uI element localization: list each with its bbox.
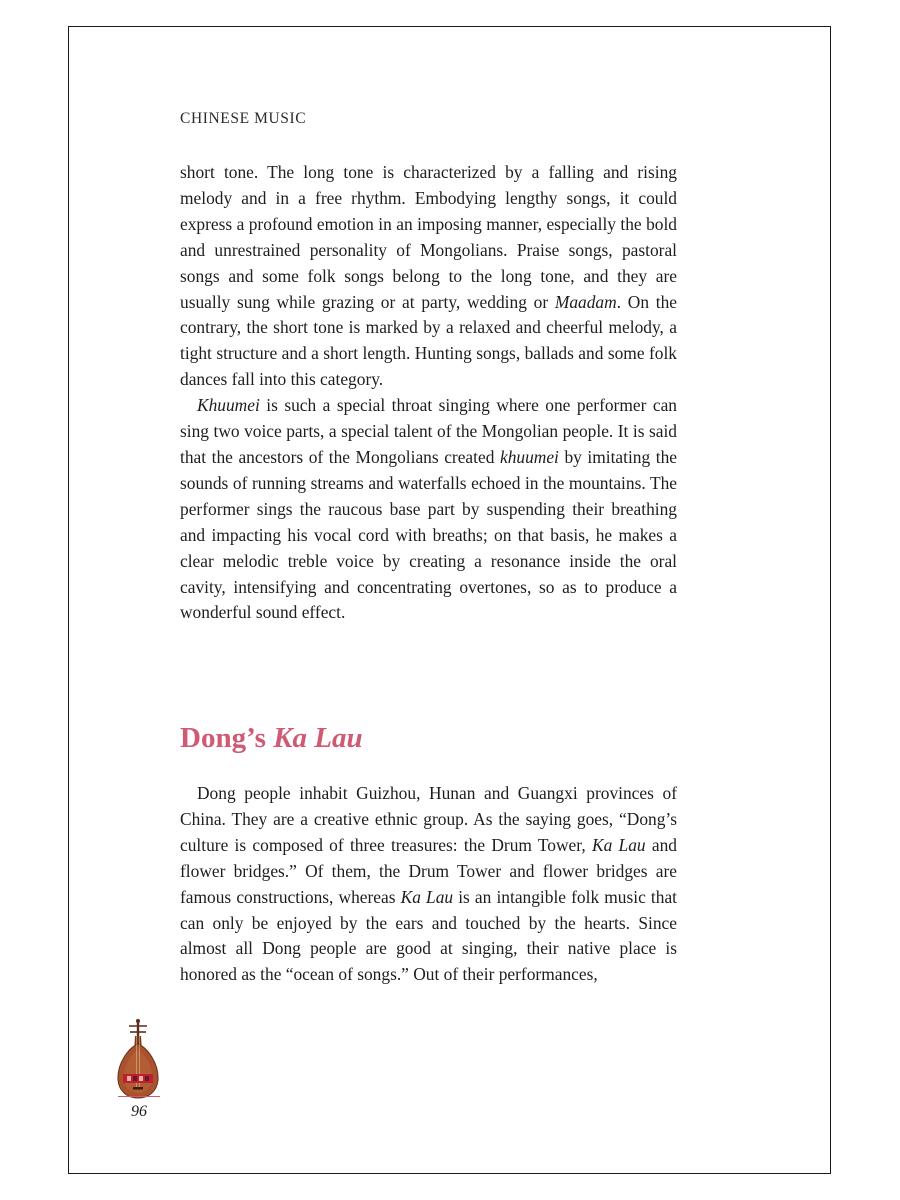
paragraph-khuumei <box>180 393 677 626</box>
pipa-lute-icon <box>112 1018 164 1100</box>
paragraph-text: short tone. The long tone is characterized by a falling and rising melody and in a free rhythm. Embodying lengthy songs, it could express a profound emotion in an imposing manner, especially the bold and unrestrained personality of Mongolians. Praise songs, pastoral songs and some folk songs belong to the long tone, and they are usually sung while grazing or at party, wedding or <box>180 162 677 312</box>
italic-term-khuumei: Khuumei <box>197 395 260 416</box>
paragraph-text: by imitating the sounds of running streams and waterfalls echoed in the mountains. The performer sings the raucous base part by suspending their breathing and impacting his vocal cord with breaths; on that basis, he makes a clear melodic treble voice by creating a resonance inside the oral cavity, intensifying and concentrating overtones, so as to produce a wonderful sound effect. <box>180 446 677 623</box>
section-heading <box>180 718 363 758</box>
page-number: 96 <box>131 1103 147 1120</box>
paragraph-text: Dong people inhabit Guizhou, Hunan and Guangxi provinces of China. They are a creative ethnic group. As the saying goes, “Dong’s culture is composed of three treasures: the Drum Tower, <box>180 783 677 855</box>
section-heading-plain: Dong’s <box>180 722 274 754</box>
body-text-lower <box>180 781 677 988</box>
page-number-rule <box>118 1096 160 1097</box>
running-header: CHINESE MUSIC <box>180 110 307 127</box>
paragraph-text: is an intangible folk music that can only be enjoyed by the ears and touched by the hearts. Since almost all Dong people are good at singing, their native place is honored as the “ocean of songs.” Out of their performances, <box>180 886 677 985</box>
paragraph-text: . On the contrary, the short tone is marked by a relaxed and cheerful melody, a tight structure and a short length. Hunting songs, ballads and some folk dances fall into this category. <box>180 291 677 390</box>
body-text-upper <box>180 160 677 626</box>
italic-term-ka-lau: Ka Lau <box>400 886 454 907</box>
section-heading-italic: Ka Lau <box>273 722 363 754</box>
paragraph-long-short-tone <box>180 160 677 393</box>
italic-term-ka-lau: Ka Lau <box>591 834 646 855</box>
paragraph-text: and flower bridges.” Of them, the Drum Tower and flower bridges are famous constructions, whereas <box>180 834 677 907</box>
paragraph-dong-people <box>180 781 677 988</box>
paragraph-text: is such a special throat singing where one performer can sing two voice parts, a special talent of the Mongolian people. It is said that the ancestors of the Mongolians created <box>180 395 677 467</box>
italic-term-khuumei-lower: khuumei <box>499 446 559 467</box>
italic-term-maadam: Maadam <box>554 291 617 312</box>
